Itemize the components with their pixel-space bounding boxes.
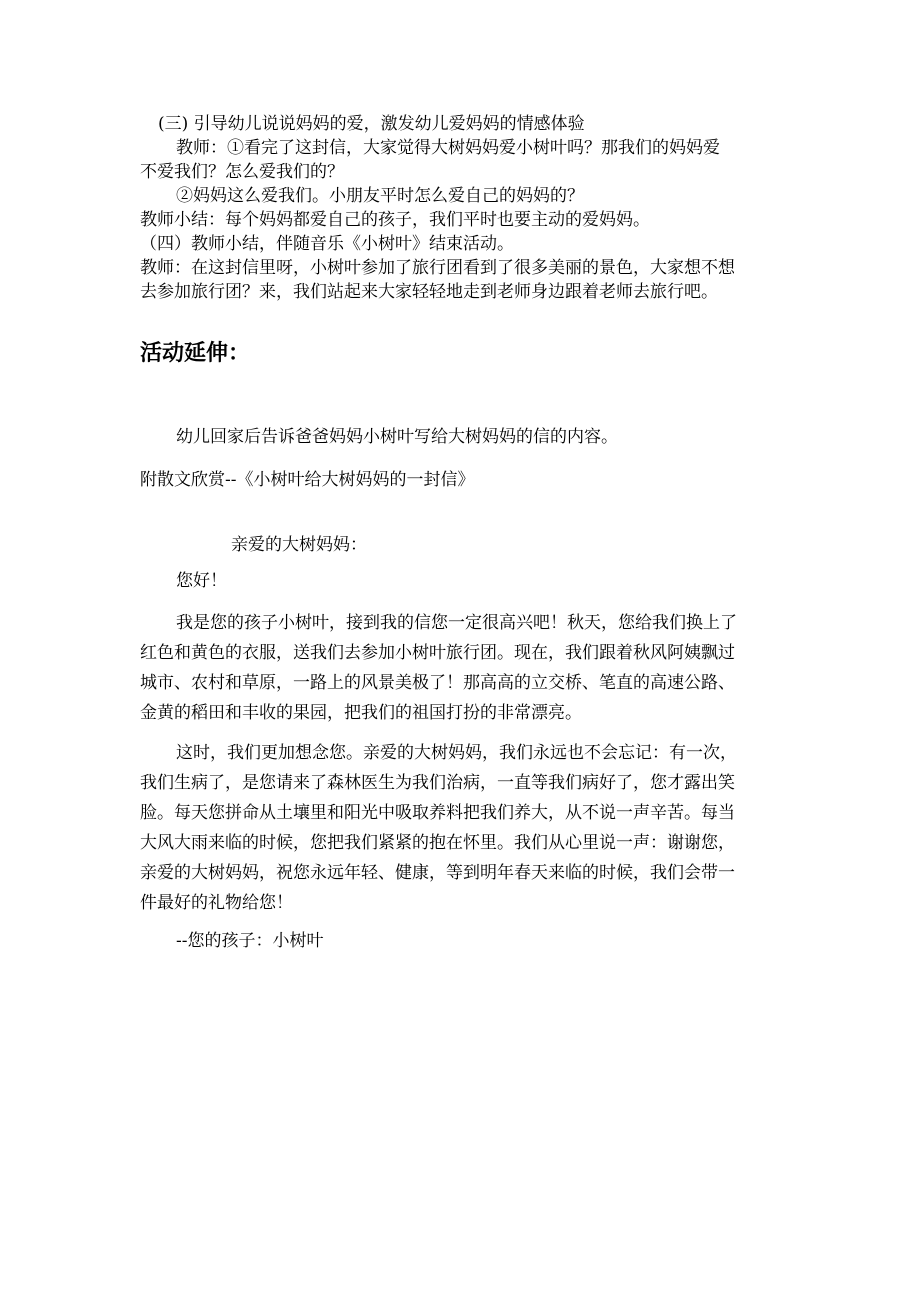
section-four-heading: （四）教师小结，伴随音乐《小树叶》结束活动。 — [140, 234, 514, 254]
letter-paragraph-2-line: 亲爱的大树妈妈，祝您永远年轻、健康，等到明年春天来临的时候，我们会带一 — [140, 863, 735, 883]
teacher-closing-line-2: 去参加旅行团？来，我们站起来大家轻轻地走到老师身边跟着老师去旅行吧。 — [140, 282, 718, 302]
letter-salutation: 亲爱的大树妈妈： — [231, 535, 367, 555]
essay-title: 附散文欣赏--《小树叶给大树妈妈的一封信》 — [140, 470, 475, 490]
teacher-question-1-line-1: 教师：①看完了这封信，大家觉得大树妈妈爱小树叶吗？那我们的妈妈爱 — [176, 138, 720, 158]
letter-paragraph-1-line: 我是您的孩子小树叶，接到我的信您一定很高兴吧！秋天，您给我们换上了 — [176, 613, 737, 633]
letter-paragraph-2-line: 我们生病了，是您请来了森林医生为我们治病，一直等我们病好了，您才露出笑 — [140, 773, 735, 793]
teacher-question-1-line-2: 不爱我们？怎么爱我们的？ — [140, 162, 344, 182]
teacher-summary: 教师小结：每个妈妈都爱自己的孩子，我们平时也要主动的爱妈妈。 — [140, 210, 650, 230]
letter-paragraph-2-line: 这时，我们更加想念您。亲爱的大树妈妈，我们永远也不会忘记：有一次， — [176, 743, 737, 763]
letter-paragraph-1-line: 城市、农村和草原，一路上的风景美极了！那高高的立交桥、笔直的高速公路、 — [140, 673, 735, 693]
activity-extension-heading: 活动延伸： — [140, 341, 251, 366]
letter-signature: --您的孩子：小树叶 — [176, 931, 324, 951]
letter-paragraph-1-line: 红色和黄色的衣服，送我们去参加小树叶旅行团。现在，我们跟着秋风阿姨飘过 — [140, 643, 735, 663]
letter-paragraph-1-line: 金黄的稻田和丰收的果园，把我们的祖国打扮的非常漂亮。 — [140, 703, 582, 723]
letter-paragraph-2-line: 件最好的礼物给您！ — [140, 893, 293, 913]
letter-greeting: 您好！ — [176, 571, 227, 591]
extension-body: 幼儿回家后告诉爸爸妈妈小树叶写给大树妈妈的信的内容。 — [176, 427, 618, 447]
letter-paragraph-2-line: 大风大雨来临的时候，您把我们紧紧的抱在怀里。我们从心里说一声：谢谢您， — [140, 833, 735, 853]
teacher-closing-line-1: 教师：在这封信里呀，小树叶参加了旅行团看到了很多美丽的景色，大家想不想 — [140, 258, 735, 278]
section-three-heading: (三) 引导幼儿说说妈妈的爱，激发幼儿爱妈妈的情感体验 — [158, 114, 585, 134]
letter-paragraph-2-line: 脸。每天您拼命从土壤里和阳光中吸取养料把我们养大，从不说一声辛苦。每当 — [140, 803, 735, 823]
teacher-question-2: ②妈妈这么爱我们。小朋友平时怎么爱自己的妈妈的？ — [176, 186, 584, 206]
